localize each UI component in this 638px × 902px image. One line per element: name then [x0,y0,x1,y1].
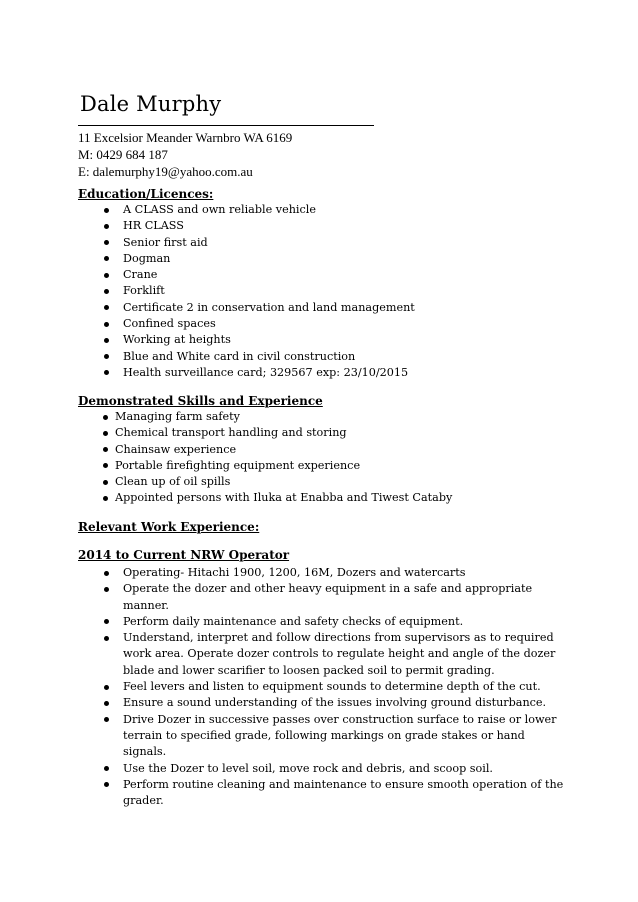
bullet-icon [103,463,108,468]
bullet-icon [104,322,109,327]
duty-item [123,565,569,581]
duty-item [123,614,569,630]
education-item [123,349,593,365]
skill-item-text: Chainsaw experience [115,442,237,456]
skill-item [115,474,595,490]
duty-item-text: Use the Dozer to level soil, move rock and debris, and scoop soil. [123,761,493,775]
work-heading: Relevant Work Experience: [78,520,260,534]
bullet-icon [104,224,109,229]
duty-item-text: Drive Dozer in successive passes over construction surface to raise or lower terrain to specified grade, following markings on grade stakes or hand signals. [123,712,557,759]
bullet-icon [104,701,109,706]
duty-item [123,695,569,711]
skills-list [115,409,595,507]
skill-item-text: Appointed persons with Iluka at Enabba and Tiwest Cataby [115,491,453,505]
education-item-text: Working at heights [123,333,231,347]
education-item [123,202,593,218]
education-heading: Education/Licences: [78,187,214,201]
work-duties-list [123,565,569,809]
duty-item [123,630,569,679]
bullet-icon [103,480,108,485]
skill-item-text: Chemical transport handling and storing [115,426,347,440]
bullet-icon [104,354,109,359]
duty-item-text: Operating- Hitachi 1900, 1200, 16M, Dozers and watercarts [123,566,466,579]
bullet-icon [104,766,109,771]
bullet-icon [104,338,109,343]
skill-item-text: Portable firefighting equipment experience [115,458,361,472]
skill-item [115,409,595,425]
bullet-icon [104,619,109,624]
duty-item [123,777,569,810]
bullet-icon [103,496,108,501]
mobile-line: M: 0429 684 187 [78,147,168,162]
bullet-icon [104,256,109,261]
duty-item-text: Ensure a sound understanding of the issues involving ground disturbance. [123,696,547,710]
bullet-icon [104,782,109,787]
education-item [123,283,593,299]
bullet-icon [103,431,108,436]
education-list [123,202,593,381]
education-item [123,218,593,234]
duty-item-text: Perform routine cleaning and maintenance to ensure smooth operation of the grader. [123,777,564,808]
education-item [123,332,593,348]
education-item [123,300,593,316]
education-item [123,267,593,283]
education-item-text: Senior first aid [123,235,208,249]
education-item [123,251,593,267]
bullet-icon [104,370,109,375]
bullet-icon [104,636,109,641]
skill-item [115,442,595,458]
bullet-icon [104,273,109,278]
bullet-icon [104,289,109,294]
contact-block [78,129,292,180]
duty-item-text: Perform daily maintenance and safety checks of equipment. [123,614,464,628]
education-item-text: Certificate 2 in conservation and land management [123,300,415,314]
job-title: 2014 to Current NRW Operator [78,548,290,562]
bullet-icon [104,305,109,310]
education-item [123,365,593,381]
bullet-icon [104,685,109,690]
bullet-icon [103,415,108,420]
duty-item-text: Feel levers and listen to equipment sounds to determine depth of the cut. [123,680,541,694]
skill-item [115,458,595,474]
email-line: E: dalemurphy19@yahoo.com.au [78,164,253,179]
education-item [123,316,593,332]
skill-item [115,425,595,441]
education-item-text: HR CLASS [123,219,184,233]
duty-item [123,712,569,761]
address-line: 11 Excelsior Meander Warnbro WA 6169 [78,130,293,145]
bullet-icon [104,240,109,245]
skills-heading: Demonstrated Skills and Experience [78,394,323,408]
duty-item [123,761,569,777]
education-item-text: Confined spaces [123,317,216,331]
bullet-icon [104,571,109,576]
education-item-text: Crane [123,268,158,282]
name-divider [78,125,374,126]
skill-item-text: Managing farm safety [115,410,240,423]
duty-item [123,581,569,614]
bullet-icon [103,447,108,452]
education-item-text: Health surveillance card; 329567 exp: 23/10/2015 [123,365,409,379]
person-name: Dale Murphy [80,92,222,116]
education-item [123,235,593,251]
bullet-icon [104,587,109,592]
bullet-icon [104,717,109,722]
education-item-text: Dogman [123,251,171,265]
duty-item [123,679,569,695]
education-item-text: Forklift [123,284,165,298]
bullet-icon [104,208,109,213]
education-item-text: A CLASS and own reliable vehicle [123,203,316,216]
duty-item-text: Operate the dozer and other heavy equipment in a safe and appropriate manner. [123,582,533,612]
skill-item-text: Clean up of oil spills [115,475,231,489]
education-item-text: Blue and White card in civil construction [123,349,356,363]
skill-item [115,490,595,506]
duty-item-text: Understand, interpret and follow directions from supervisors as to required work area. Operate dozer controls to regulate height and angle of the dozer blade and lower scarifier to loosen packed soil to permit grading. [123,631,556,677]
